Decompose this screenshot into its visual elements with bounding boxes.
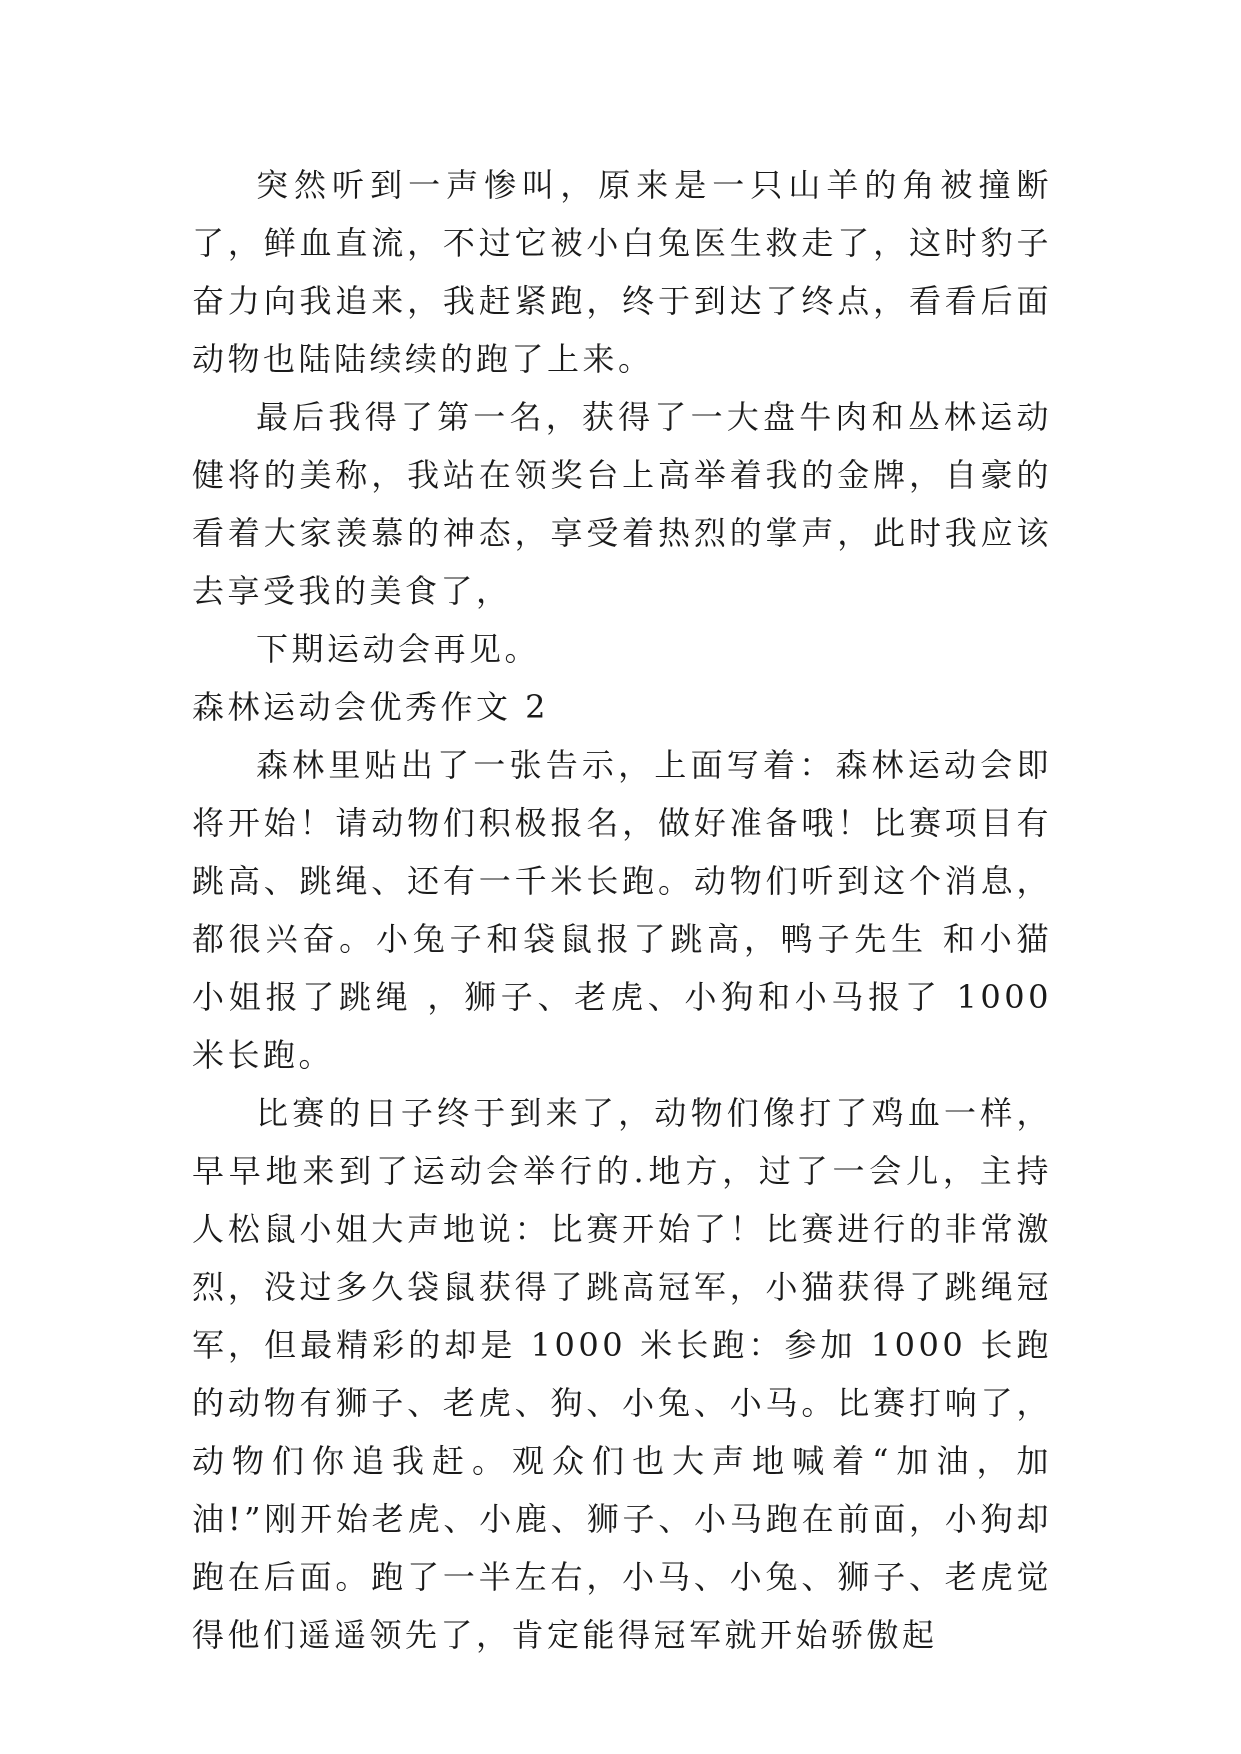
paragraph-4: 森林里贴出了一张告示，上面写着：森林运动会即将开始！请动物们积极报名，做好准备哦！比赛项目有跳高、跳绳、还有一千米长跑。动物们听到这个消息，都很兴奋。小兔子和袋鼠报了跳高，鸭子先生 和小猫小姐报了跳绳 ，狮子、老虎、小狗和小马报了 1000 米长跑。 [192, 746, 1052, 1074]
document-body [192, 156, 1052, 1664]
paragraph-2: 最后我得了第一名，获得了一大盘牛肉和丛林运动健将的美称，我站在领奖台上高举着我的金牌，自豪的看着大家羡慕的神态，享受着热烈的掌声，此时我应该去享受我的美食了， [192, 398, 1052, 610]
paragraph-3: 下期运动会再见。 [256, 630, 541, 668]
section-heading: 森林运动会优秀作文 2 [192, 688, 550, 726]
paragraph-1: 突然听到一声惨叫，原来是一只山羊的角被撞断了，鲜血直流，不过它被小白兔医生救走了，这时豹子奋力向我追来，我赶紧跑，终于到达了终点，看看后面动物也陆陆续续的跑了上来。 [192, 166, 1052, 378]
paragraph-5: 比赛的日子终于到来了，动物们像打了鸡血一样，早早地来到了运动会举行的.地方，过了一会儿，主持人松鼠小姐大声地说：比赛开始了！比赛进行的非常激烈，没过多久袋鼠获得了跳高冠军，小猫获得了跳绳冠军，但最精彩的却是 1000 米长跑：参加 1000 长跑的动物有狮子、老虎、狗、小兔、小马。比赛打响了，动物们你追我赶。观众们也大声地喊着“加油，加油!”刚开始老虎、小鹿、狮子、小马跑在前面，小狗却跑在后面。跑了一半左右，小马、小兔、狮子、老虎觉得他们遥遥领先了，肯定能得冠军就开始骄傲起 [192, 1094, 1052, 1654]
